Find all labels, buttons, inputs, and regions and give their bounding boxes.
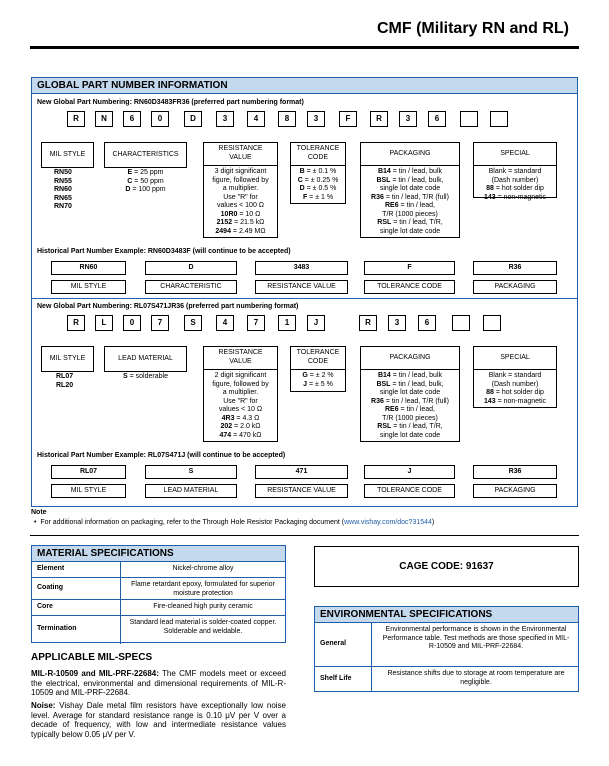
rn-resistance-box xyxy=(203,142,278,238)
note-close: ) xyxy=(431,519,435,526)
spec-text: = tin / lead, bulk, xyxy=(390,176,444,184)
part-number-cell: 1 xyxy=(278,315,296,331)
historical-value: D xyxy=(145,261,237,275)
rl-special-box xyxy=(473,346,557,408)
spec-text: = non-magnetic xyxy=(495,397,547,405)
material-key: Coating xyxy=(37,584,64,591)
historical-label: TOLERANCE CODE xyxy=(364,484,455,498)
part-number-cell: 8 xyxy=(278,111,296,127)
environmental-key: Shelf Life xyxy=(320,674,352,682)
part-number-cell: S xyxy=(184,315,202,331)
rl-special-label: SPECIAL xyxy=(500,354,530,361)
rl-packaging-text xyxy=(361,372,459,440)
spec-code: BSL xyxy=(376,176,391,184)
spec-line xyxy=(361,389,459,398)
mil-specs-p2-lead: Noise: xyxy=(31,701,56,710)
spec-text: single lot date code xyxy=(379,185,441,192)
packaging-doc-link[interactable]: www.vishay.com/doc?31544 xyxy=(344,519,432,526)
rl-tolerance-label: TOLERANCE CODE xyxy=(296,349,340,365)
material-row xyxy=(32,561,285,577)
part-number-cell xyxy=(490,111,508,127)
material-value: Nickel-chrome alloy xyxy=(172,565,234,572)
spec-code: 202 xyxy=(220,423,233,430)
spec-code: R36 xyxy=(371,397,384,405)
spec-text: = hot solder dip xyxy=(493,185,544,192)
divider xyxy=(361,165,459,166)
spec-line xyxy=(361,415,459,424)
spec-text: = ± 5 % xyxy=(307,380,333,388)
spec-code: RSL xyxy=(377,423,392,430)
spec-text: = tin / lead, bulk xyxy=(390,168,442,175)
spec-line xyxy=(474,398,556,407)
part-number-cell: 6 xyxy=(123,111,141,127)
spec-code: B14 xyxy=(377,372,391,379)
mil-specs-p2-text: Vishay Dale metal film resistors have exceptionally low noise level. Average for standard resistance range is 0.10 μV per V over a decade of frequency, with low and intermediate resistance values typically below 0.05 μV per V. xyxy=(31,701,286,739)
part-number-cell: 7 xyxy=(247,315,265,331)
spec-code: RE6 xyxy=(384,202,399,209)
spec-line xyxy=(361,219,459,228)
spec-line: values < 100 Ω xyxy=(216,202,265,209)
spec-line xyxy=(474,177,556,186)
rl-packaging-label: PACKAGING xyxy=(389,354,431,361)
spec-code: E xyxy=(127,169,133,176)
spec-code: G xyxy=(302,372,308,379)
spec-code: J xyxy=(303,380,308,388)
historical-value: 471 xyxy=(255,465,348,479)
divider xyxy=(474,165,556,166)
spec-line xyxy=(361,202,459,211)
part-number-cell: 4 xyxy=(247,111,265,127)
column-divider xyxy=(120,578,121,600)
spec-line xyxy=(361,177,459,186)
section-divider xyxy=(32,298,577,299)
historical-value: RL07 xyxy=(51,465,126,479)
spec-line xyxy=(361,168,459,177)
rn-special-label: SPECIAL xyxy=(500,150,530,157)
part-number-cell: 0 xyxy=(151,111,169,127)
part-number-cell: 4 xyxy=(216,315,234,331)
spec-code: R36 xyxy=(371,193,384,201)
column-divider xyxy=(371,623,372,667)
spec-line xyxy=(204,432,277,441)
spec-text: = 21.5 kΩ xyxy=(232,219,265,226)
spec-text: Blank = standard xyxy=(488,168,542,175)
spec-code: 10R0 xyxy=(220,210,238,218)
historical-label: LEAD MATERIAL xyxy=(145,484,237,498)
part-number-cell xyxy=(483,315,501,331)
material-key: Termination xyxy=(37,625,77,632)
rn-subtitle: New Global Part Numbering: RN60D3483FR36 (preferred part numbering format) xyxy=(37,99,304,106)
part-number-cell: 6 xyxy=(418,315,436,331)
rn-packaging-box xyxy=(360,142,460,238)
spec-text: = 4.3 Ω xyxy=(234,414,260,422)
spec-line xyxy=(204,228,277,237)
spec-code: 143 xyxy=(483,193,496,201)
historical-label: PACKAGING xyxy=(473,484,557,498)
mil-specs-heading: APPLICABLE MIL-SPECS xyxy=(31,652,153,663)
rl-subtitle: New Global Part Numbering: RL07S471JR36 (preferred part numbering format) xyxy=(37,303,299,310)
historical-value: R36 xyxy=(473,465,557,479)
spec-line xyxy=(474,168,556,177)
spec-line xyxy=(361,211,459,220)
spec-line xyxy=(361,406,459,415)
spec-code: 4R3 xyxy=(221,414,235,422)
spec-text: = ± 2 % xyxy=(307,372,334,379)
spec-code: D xyxy=(299,185,305,192)
spec-code: 2494 xyxy=(215,227,231,235)
historical-label: PACKAGING xyxy=(473,280,557,294)
spec-text: (Dash number) xyxy=(491,176,539,184)
spec-line xyxy=(291,185,345,194)
rn-mil-style-list xyxy=(54,169,84,212)
part-number-cell: R xyxy=(370,111,388,127)
part-number-cell: 3 xyxy=(399,111,417,127)
spec-text: = non-magnetic xyxy=(495,193,547,201)
spec-text: single lot date code xyxy=(379,389,441,396)
spec-code: B14 xyxy=(377,168,391,175)
spec-line xyxy=(361,398,459,407)
mil-style-item: RL20 xyxy=(56,381,74,389)
spec-line xyxy=(204,423,277,432)
environmental-value: Resistance shifts due to storage at room temperature are negligible. xyxy=(387,670,565,686)
cage-code: CAGE CODE: 91637 xyxy=(314,546,579,587)
spec-line xyxy=(361,423,459,432)
material-row xyxy=(32,599,285,615)
environmental-value: Environmental performance is shown in the Environmental Performance table. Test methods are those specified in MIL-R-10509 and MIL-PRF-22684. xyxy=(382,626,570,650)
spec-line xyxy=(204,211,277,220)
rl-resistance-text xyxy=(204,372,277,440)
rn-packaging-text xyxy=(361,168,459,236)
historical-value: RN60 xyxy=(51,261,126,275)
spec-text: = 470 kΩ xyxy=(231,431,262,439)
spec-text: = tin / lead, xyxy=(398,406,435,413)
rl-tolerance-box xyxy=(290,346,346,392)
rl-resistance-label: RESISTANCE VALUE xyxy=(218,349,263,365)
title-rule xyxy=(30,46,579,49)
mil-style-item: RN60 xyxy=(54,186,72,193)
historical-value: R36 xyxy=(473,261,557,275)
rn-tolerance-label: TOLERANCE CODE xyxy=(296,145,340,161)
spec-line xyxy=(104,178,187,187)
spec-code: RSL xyxy=(377,219,392,226)
spec-code: D xyxy=(125,186,131,193)
rl-lead-material-text xyxy=(104,373,187,382)
rl-packaging-box xyxy=(360,346,460,442)
rn-tolerance-box xyxy=(290,142,346,204)
historical-label: RESISTANCE VALUE xyxy=(255,280,348,294)
part-number-cell: J xyxy=(307,315,325,331)
spec-text: T/R (1000 pieces) xyxy=(382,210,438,218)
part-number-cell: D xyxy=(184,111,202,127)
part-number-cell xyxy=(452,315,470,331)
environmental-row xyxy=(315,666,578,691)
spec-line xyxy=(104,186,187,195)
rn-mil-style-box: MIL STYLE xyxy=(41,142,94,168)
spec-code: RE6 xyxy=(384,406,399,413)
rn-characteristics-box: CHARACTERISTICS xyxy=(104,142,187,168)
historical-label: TOLERANCE CODE xyxy=(364,280,455,294)
material-row xyxy=(32,577,285,599)
spec-line xyxy=(204,415,277,424)
bullet: • xyxy=(34,519,37,526)
historical-value: 3483 xyxy=(255,261,348,275)
spec-text: single lot date code xyxy=(379,227,441,235)
column-divider xyxy=(371,667,372,692)
global-part-number-heading: GLOBAL PART NUMBER INFORMATION xyxy=(32,78,577,94)
rn-characteristics-text xyxy=(104,169,187,195)
column-divider xyxy=(120,616,121,644)
spec-text: T/R (1000 pieces) xyxy=(382,414,438,422)
historical-label: CHARACTERISTIC xyxy=(145,280,237,294)
divider xyxy=(204,369,277,370)
spec-code: C xyxy=(127,177,133,185)
historical-label: MIL STYLE xyxy=(51,280,126,294)
part-number-cell: 3 xyxy=(388,315,406,331)
spec-line xyxy=(474,194,556,203)
spec-line xyxy=(291,372,345,381)
spec-text: = ± 0.5 % xyxy=(304,185,337,192)
mil-specs-p1-text: The CMF models meet or exceed the electrical, environmental and dimensional requirements of MIL-R-10509 and MIL-PRF-22684. xyxy=(31,669,286,698)
spec-line: values < 10 Ω xyxy=(218,406,263,413)
rn-special-box xyxy=(473,142,557,201)
environmental-row xyxy=(315,622,578,666)
spec-text: = solderable xyxy=(127,373,168,380)
rl-historical-title: Historical Part Number Example: RL07S471J (will continue to be accepted) xyxy=(37,452,286,459)
spec-line: Use "R" for xyxy=(223,193,258,201)
spec-text: = ± 0.1 % xyxy=(304,168,337,175)
column-divider xyxy=(120,600,121,616)
part-number-cell: 3 xyxy=(216,111,234,127)
spec-code: B xyxy=(299,168,305,175)
rn-historical-title: Historical Part Number Example: RN60D3483F (will continue to be accepted) xyxy=(37,248,291,255)
spec-text: = ± 1 % xyxy=(307,193,334,201)
spec-line xyxy=(104,169,187,178)
part-number-cell: L xyxy=(95,315,113,331)
historical-value: S xyxy=(145,465,237,479)
spec-text: = 2.49 MΩ xyxy=(230,227,266,235)
spec-text: = tin / lead, bulk, xyxy=(390,380,444,388)
spec-code: 88 xyxy=(486,185,494,192)
note-text xyxy=(34,519,594,528)
spec-text: = 50 ppm xyxy=(132,177,164,185)
spec-code: 88 xyxy=(486,389,494,396)
note-rule xyxy=(30,535,579,536)
note-title: Note xyxy=(31,509,47,516)
spec-text: = tin / lead, xyxy=(398,202,435,209)
material-row xyxy=(32,615,285,643)
spec-text: = tin / lead, T/R (full) xyxy=(383,193,449,201)
spec-line: a multiplier. xyxy=(222,185,259,192)
rl-mil-style-box: MIL STYLE xyxy=(41,346,94,372)
mil-style-item: RN70 xyxy=(54,203,72,210)
rn-packaging-label: PACKAGING xyxy=(389,150,431,157)
historical-label: RESISTANCE VALUE xyxy=(255,484,348,498)
mil-specs-paragraph-1 xyxy=(31,669,286,698)
spec-line xyxy=(361,381,459,390)
part-number-cell: 0 xyxy=(123,315,141,331)
spec-line xyxy=(291,177,345,186)
spec-line xyxy=(361,194,459,203)
material-value: Flame retardant epoxy, formulated for superior moisture protection xyxy=(131,581,275,597)
divider xyxy=(291,369,345,370)
material-specifications-heading: MATERIAL SPECIFICATIONS xyxy=(32,546,285,561)
part-number-cell: 7 xyxy=(151,315,169,331)
historical-value: J xyxy=(364,465,455,479)
spec-text: = 25 ppm xyxy=(132,169,164,176)
part-number-cell xyxy=(460,111,478,127)
mil-style-item: RN65 xyxy=(54,194,72,202)
spec-line: 3 digit significant xyxy=(214,168,267,175)
material-value: Standard lead material is solder-coated copper. Solderable and weldable. xyxy=(129,619,277,635)
rl-resistance-box xyxy=(203,346,278,442)
spec-text: = hot solder dip xyxy=(493,389,544,396)
spec-line xyxy=(291,168,345,177)
spec-code: BSL xyxy=(376,380,391,388)
rn-special-text xyxy=(474,168,556,202)
spec-line: a multiplier. xyxy=(222,389,259,396)
rn-tolerance-text xyxy=(291,168,345,202)
spec-text: Blank = standard xyxy=(488,372,542,379)
spec-line xyxy=(361,185,459,194)
spec-line xyxy=(361,432,459,441)
spec-text: = ± 0.25 % xyxy=(302,176,339,184)
material-key: Core xyxy=(37,603,53,610)
spec-code: S xyxy=(123,373,128,380)
rl-lead-material-box: LEAD MATERIAL xyxy=(104,346,187,372)
spec-line xyxy=(474,389,556,398)
spec-code: 2152 xyxy=(216,219,233,226)
rn-resistance-label: RESISTANCE VALUE xyxy=(218,145,263,161)
rl-tolerance-text xyxy=(291,372,345,389)
spec-text: = tin / lead, T/R, xyxy=(391,423,443,430)
spec-code: F xyxy=(302,193,308,201)
part-number-cell: R xyxy=(67,111,85,127)
part-number-cell: R xyxy=(67,315,85,331)
rn-resistance-text xyxy=(204,168,277,236)
spec-text: = 100 ppm xyxy=(130,186,166,193)
divider xyxy=(204,165,277,166)
divider xyxy=(474,369,556,370)
spec-text: = tin / lead, bulk xyxy=(390,372,442,379)
rl-special-text xyxy=(474,372,556,406)
spec-line: figure, followed by xyxy=(212,380,269,388)
mil-style-item: RN55 xyxy=(54,177,72,185)
divider xyxy=(291,165,345,166)
page-title: CMF (Military RN and RL) xyxy=(377,20,569,37)
mil-style-item: RL07 xyxy=(56,373,74,380)
part-number-cell: 3 xyxy=(307,111,325,127)
spec-line xyxy=(291,194,345,203)
environmental-key: General xyxy=(320,640,347,647)
spec-line xyxy=(104,373,187,382)
spec-text: = 2.0 kΩ xyxy=(232,423,261,430)
spec-code: 143 xyxy=(483,397,496,405)
part-number-cell: F xyxy=(339,111,357,127)
part-number-cell: 6 xyxy=(428,111,446,127)
rl-mil-style-list xyxy=(56,373,86,390)
spec-text: = tin / lead, T/R (full) xyxy=(383,397,449,405)
part-number-cell: R xyxy=(359,315,377,331)
spec-line: figure, followed by xyxy=(212,176,269,184)
spec-line xyxy=(474,381,556,390)
mil-specs-paragraph-2 xyxy=(31,701,286,739)
mil-specs-p1-lead: MIL-R-10509 and MIL-PRF-22684: xyxy=(31,669,159,678)
spec-line: Use "R" for xyxy=(223,397,258,405)
historical-label: MIL STYLE xyxy=(51,484,126,498)
spec-text: = tin / lead, T/R, xyxy=(391,219,443,226)
spec-line: 2 digit significant xyxy=(214,372,267,379)
spec-line xyxy=(361,372,459,381)
material-value: Fire-cleaned high purity ceramic xyxy=(153,603,253,610)
material-key: Element xyxy=(37,565,65,572)
spec-text: = 10 Ω xyxy=(237,210,261,218)
part-number-cell: N xyxy=(95,111,113,127)
spec-line xyxy=(204,219,277,228)
historical-value: F xyxy=(364,261,455,275)
spec-line xyxy=(474,372,556,381)
spec-code: 474 xyxy=(219,431,232,439)
note-body: For additional information on packaging, refer to the Through Hole Resistor Packaging document ( xyxy=(40,519,345,526)
spec-line xyxy=(361,228,459,237)
mil-style-item: RN50 xyxy=(54,169,72,176)
spec-line xyxy=(474,185,556,194)
spec-text: (Dash number) xyxy=(491,380,539,388)
divider xyxy=(361,369,459,370)
environmental-specifications-heading: ENVIRONMENTAL SPECIFICATIONS xyxy=(315,607,578,622)
spec-text: single lot date code xyxy=(379,431,441,439)
spec-line xyxy=(291,381,345,390)
spec-code: C xyxy=(297,176,303,184)
column-divider xyxy=(120,562,121,578)
